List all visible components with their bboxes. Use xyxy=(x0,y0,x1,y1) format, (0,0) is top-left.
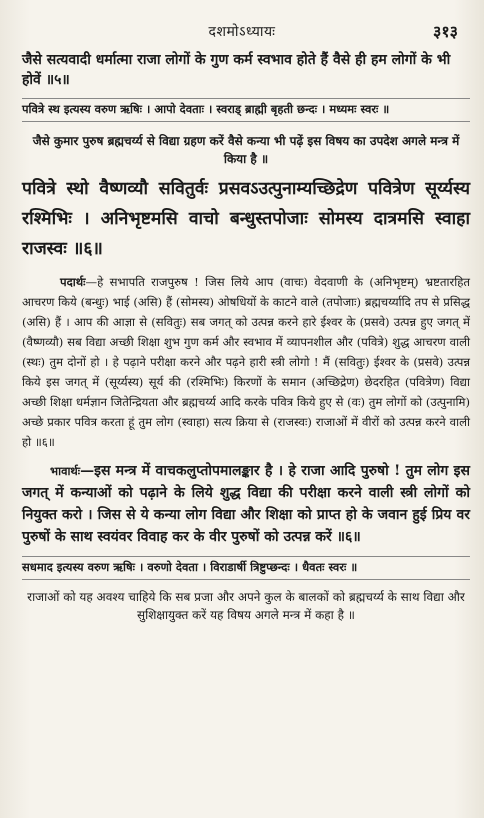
bhavartha-label: भावार्थः xyxy=(50,464,81,478)
rishi-line: पवित्रे स्थ इत्यस्य वरुण ऋषिः । आपो देवताः । स्वराड् ब्राह्मी बृहती छन्दः । मध्यमः स्वरः ॥ xyxy=(22,102,390,116)
page-header xyxy=(0,18,484,48)
rishi-block-2 xyxy=(22,556,470,580)
padartha-paragraph xyxy=(22,272,470,452)
verse-translation: जैसे सत्यवादी धर्मात्मा राजा लोगों के गुण कर्म स्वभाव होते हैं वैसे ही हम लोगों के भी होवें ॥५॥ xyxy=(22,52,451,88)
closing-note: राजाओं को यह अवश्य चाहिये कि सब प्रजा और अपने कुल के बालकों को ब्रह्मचर्य्य के साथ विद्या और सुशिक्षायुक्त करें यह विषय अगले मन्त्र में कहा है ॥ xyxy=(27,590,465,622)
chapter-title: दशमोऽध्यायः xyxy=(208,24,276,40)
rishi-block xyxy=(22,98,470,122)
padartha-text: —हे सभापति राजपुरुष ! जिस लिये आप (वाचः) वेदवाणी के (अनिभृष्टम्) भ्रष्टतारहित आचरण किये (बन्धुः) भाई (असि) हैं (सोमस्य) ओषधियों के काटने वाले (तपोजाः) ब्रह्मचर्य्यादि तप से प्रसिद्ध (असि) हैं । आप की आज्ञा से (सवितुः) सब जगत् को उत्पन्न करने हारे ईश्वर के (प्रसवे) उत्पन्न हुए जगत् में (वैष्णव्यौ) सब विद्या अच्छी शिक्षा शुभ गुण कर्म और स्वभाव में व्यापनशील और (पवित्रे) शुद्ध आचरण वाली (स्थः) तुम दोनों हो । हे पढ़ाने परीक्षा करने और पढ़ने हारी स्त्री लोगो ! मैं (सवितुः) ईश्वर के (प्रसवे) उत्पन्न किये इस जगत् में (सूर्य्यस्य) सूर्य की (रश्मिभिः) किरणों के समान (अच्छिद्रेण) छेदरहित (पवित्रेण) विद्या अच्छी शिक्षा धर्मज्ञान जितेन्द्रियता और ब्रह्मचर्य्य आदि करके पवित्र किये हुए से (वः) तुम लोगों को (उत्पुनामि) अच्छे प्रकार पवित्र करता हूं तुम लोग (स्वाहा) सत्य क्रिया से (राजस्वः) राजाओं में वीरों को उत्पन्न करने वाली हो ॥६॥ xyxy=(22,275,470,449)
mantra-intro: जैसे कुमार पुरुष ब्रह्मचर्य्य से विद्या ग्रहण करें वैसे कन्या भी पढ़ें इस विषय का उपदेश अगले मन्त्र में किया है ॥ xyxy=(32,134,460,166)
mantra-text: पवित्रे स्थो वैष्णव्यौ सवितुर्वः प्रसवऽउत्पुनाम्यच्छिद्रेण पवित्रेण सूर्य्यस्य रश्मिभिः । अनिभृष्टमसि वाचो बन्धुस्तपोजाः सोमस्य दात्रमसि स्वाहा राजस्वः ॥६॥ xyxy=(22,179,470,259)
padartha-label: पदार्थः xyxy=(60,275,86,289)
page-number: ३१३ xyxy=(433,22,458,41)
page-content xyxy=(22,50,470,624)
bhavartha-paragraph xyxy=(22,460,470,548)
bhavartha-text: —इस मन्त्र में वाचकलुप्तोपमालङ्कार है । हे राजा आदि पुरुषो ! तुम लोग इस जगत् में कन्याओं को पढ़ाने के लिये शुद्ध विद्या की परीक्षा करने वाली स्त्री लोगों को नियुक्त करो । जिस से ये कन्या लोग विद्या और शिक्षा को प्राप्त हो के जवान हुई प्रिय वर पुरुषों के साथ स्वयंवर विवाह कर के वीर पुरुषों को उत्पन्न करें ॥६॥ xyxy=(22,463,470,545)
rishi-line-2: सधमाद इत्यस्य वरुण ऋषिः । वरुणो देवता । विराडार्षी त्रिष्टुप्छन्दः । धैवतः स्वरः ॥ xyxy=(22,560,358,574)
